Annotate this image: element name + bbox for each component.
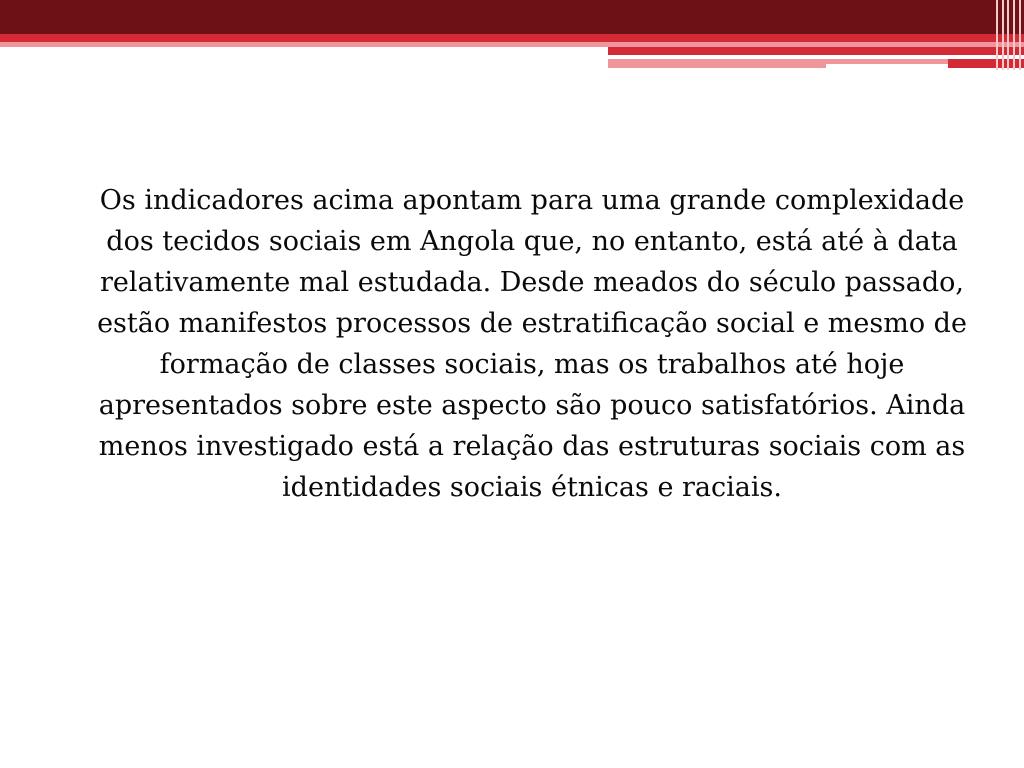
header-band-red	[0, 34, 1024, 42]
header-band-dark	[0, 0, 1024, 34]
header-band-accent-red	[608, 47, 1024, 55]
stripe	[1019, 0, 1021, 70]
stripe	[1013, 0, 1015, 70]
stripe	[1002, 0, 1004, 70]
stripe	[1007, 0, 1009, 70]
stripe	[996, 0, 998, 70]
decorative-stripes	[994, 0, 1024, 70]
slide-body-text: Os indicadores acima apontam para uma grande complexidade dos tecidos sociais em Angola que, no entanto, está até à data relativamente mal estudada. Desde meados do século passado, estão manifestos processos de estratificação social e mesmo de formação de classes sociais, mas os trabalhos até hoje apresentados sobre este aspecto são pouco satisfatórios. Ainda menos investigado está a relação das estruturas sociais com as identidades sociais étnicas e raciais.	[97, 185, 967, 503]
header-band-accent-pink-short	[608, 64, 826, 68]
